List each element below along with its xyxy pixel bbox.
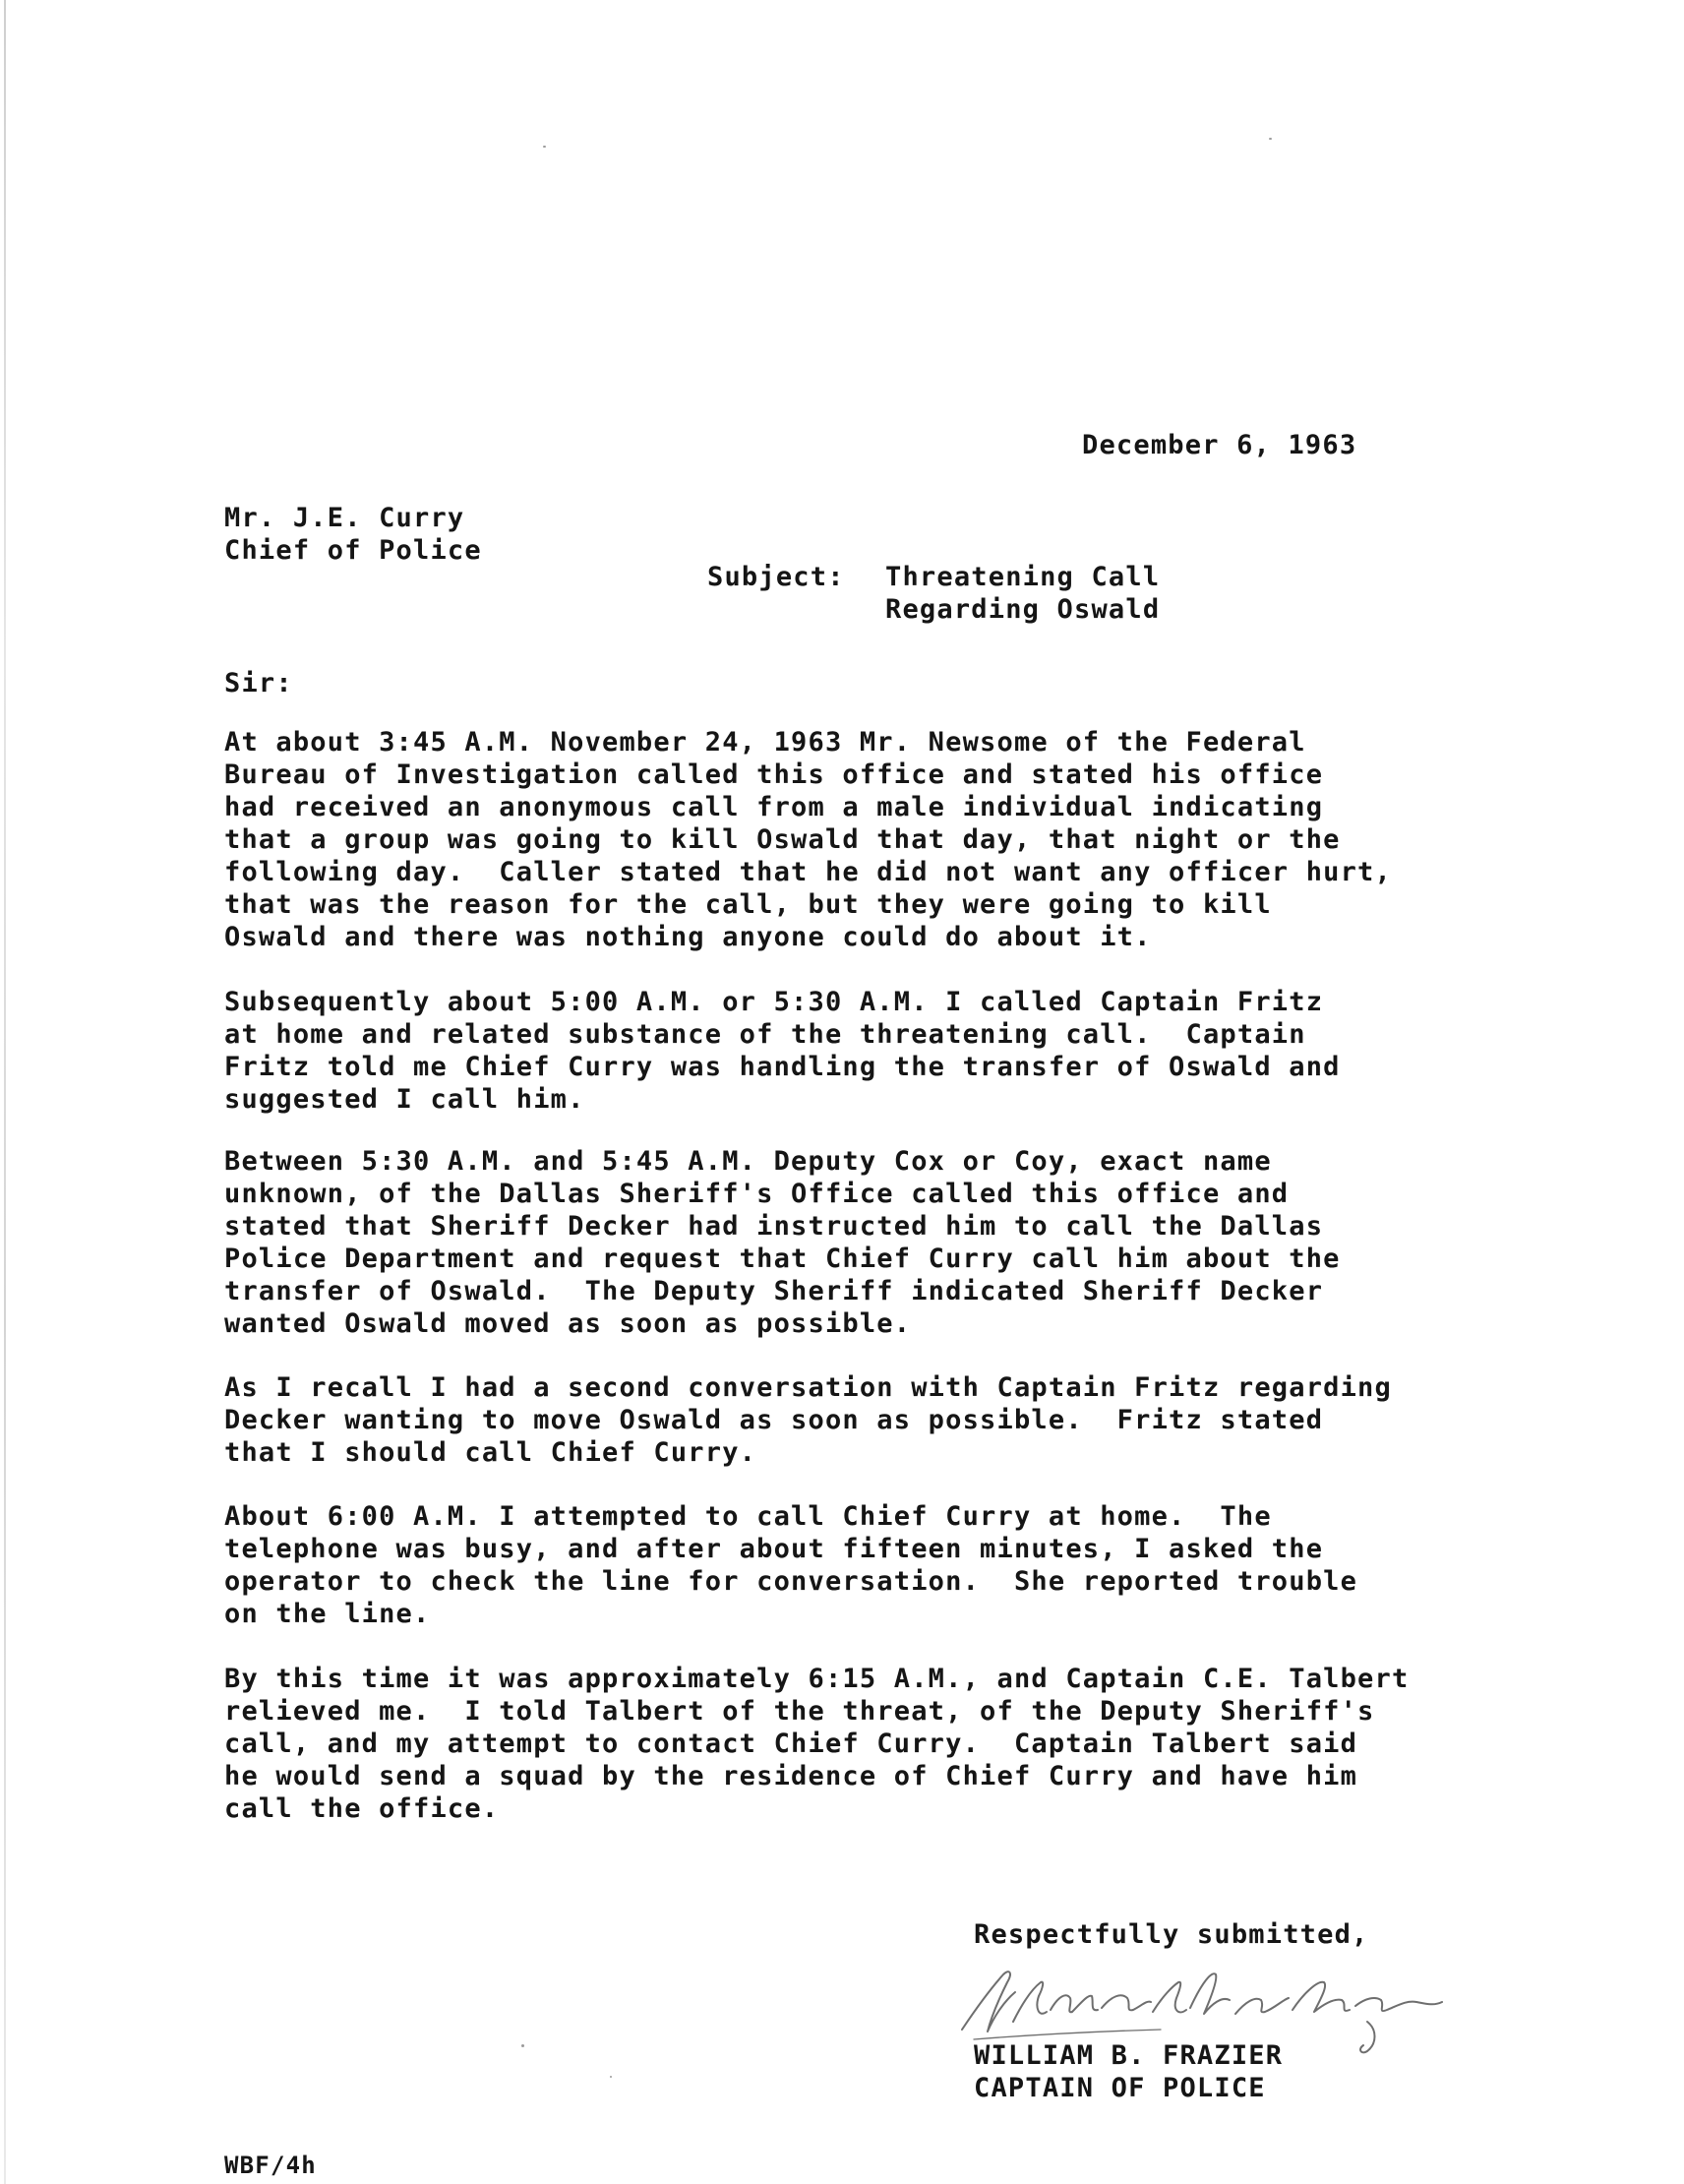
- paragraph-line: Police Department and request that Chief Curry call him about the: [224, 1244, 1341, 1274]
- paragraph-line: at home and related substance of the threatening call. Captain: [224, 1019, 1306, 1050]
- paragraph-line: Oswald and there was nothing anyone could do about it.: [224, 922, 1152, 952]
- subject-label: Subject:: [707, 562, 845, 592]
- paragraph-line: on the line.: [224, 1599, 431, 1629]
- paragraph-line: unknown, of the Dallas Sheriff's Office called this office and: [224, 1179, 1290, 1209]
- paragraph-line: Bureau of Investigation called this office and stated his office: [224, 759, 1324, 790]
- body-paragraph-2: [224, 986, 1341, 1116]
- paragraph-line: Decker wanting to move Oswald as soon as possible. Fritz stated: [224, 1405, 1324, 1435]
- paragraph-line: Between 5:30 A.M. and 5:45 A.M. Deputy Cox or Coy, exact name: [224, 1146, 1272, 1177]
- recipient-title: Chief of Police: [224, 535, 482, 566]
- recipient-name: Mr. J.E. Curry: [224, 503, 465, 533]
- paragraph-line: had received an anonymous call from a male individual indicating: [224, 792, 1324, 822]
- paragraph-line: wanted Oswald moved as soon as possible.: [224, 1308, 912, 1339]
- body-paragraph-5: [224, 1500, 1357, 1630]
- signer-name: WILLIAM B. FRAZIER: [974, 2040, 1284, 2071]
- paragraph-line: call the office.: [224, 1793, 500, 1824]
- body-paragraph-4: [224, 1371, 1392, 1469]
- paragraph-line: Fritz told me Chief Curry was handling the transfer of Oswald and: [224, 1052, 1341, 1082]
- paragraph-line: About 6:00 A.M. I attempted to call Chief Curry at home. The: [224, 1501, 1272, 1532]
- body-paragraph-6: [224, 1663, 1409, 1825]
- paragraph-line: By this time it was approximately 6:15 A.M., and Captain C.E. Talbert: [224, 1664, 1410, 1694]
- paper-speck: [610, 2076, 612, 2078]
- paragraph-line: At about 3:45 A.M. November 24, 1963 Mr. Newsome of the Federal: [224, 727, 1306, 758]
- recipient-block: [224, 502, 482, 567]
- paragraph-line: operator to check the line for conversation. She reported trouble: [224, 1566, 1358, 1597]
- paper-speck: [521, 2044, 524, 2047]
- letter-date: December 6, 1963: [1082, 430, 1357, 460]
- body-paragraph-3: [224, 1145, 1341, 1340]
- paragraph-line: following day. Caller stated that he did not want any officer hurt,: [224, 857, 1392, 887]
- page-edge-shadow: [4, 0, 6, 2184]
- paragraph-line: telephone was busy, and after about fifteen minutes, I asked the: [224, 1534, 1324, 1564]
- subject-line: Regarding Oswald: [885, 594, 1161, 625]
- paragraph-line: he would send a squad by the residence of Chief Curry and have him: [224, 1761, 1358, 1791]
- paper-speck: [1269, 138, 1272, 140]
- subject-line: Threatening Call: [885, 562, 1161, 592]
- paragraph-line: that I should call Chief Curry.: [224, 1437, 757, 1468]
- paragraph-line: that was the reason for the call, but they were going to kill: [224, 889, 1272, 920]
- paper-speck: [543, 146, 546, 148]
- body-paragraph-1: [224, 726, 1392, 953]
- paragraph-line: stated that Sheriff Decker had instructed him to call the Dallas: [224, 1211, 1324, 1242]
- paragraph-line: that a group was going to kill Oswald that day, that night or the: [224, 824, 1341, 855]
- closing-line: Respectfully submitted,: [974, 1919, 1369, 1950]
- paragraph-line: call, and my attempt to contact Chief Curry. Captain Talbert said: [224, 1729, 1358, 1759]
- salutation: Sir:: [224, 668, 293, 698]
- paragraph-line: Subsequently about 5:00 A.M. or 5:30 A.M. I called Captain Fritz: [224, 987, 1324, 1017]
- paragraph-line: As I recall I had a second conversation with Captain Fritz regarding: [224, 1372, 1392, 1403]
- typist-initials: WBF/4h: [224, 2152, 317, 2179]
- signer-title: CAPTAIN OF POLICE: [974, 2073, 1266, 2103]
- paragraph-line: relieved me. I told Talbert of the threat, of the Deputy Sheriff's: [224, 1696, 1375, 1727]
- signature-block: [974, 2039, 1283, 2104]
- paragraph-line: suggested I call him.: [224, 1084, 585, 1115]
- subject-text: [885, 561, 1160, 626]
- paragraph-line: transfer of Oswald. The Deputy Sheriff indicated Sheriff Decker: [224, 1276, 1324, 1306]
